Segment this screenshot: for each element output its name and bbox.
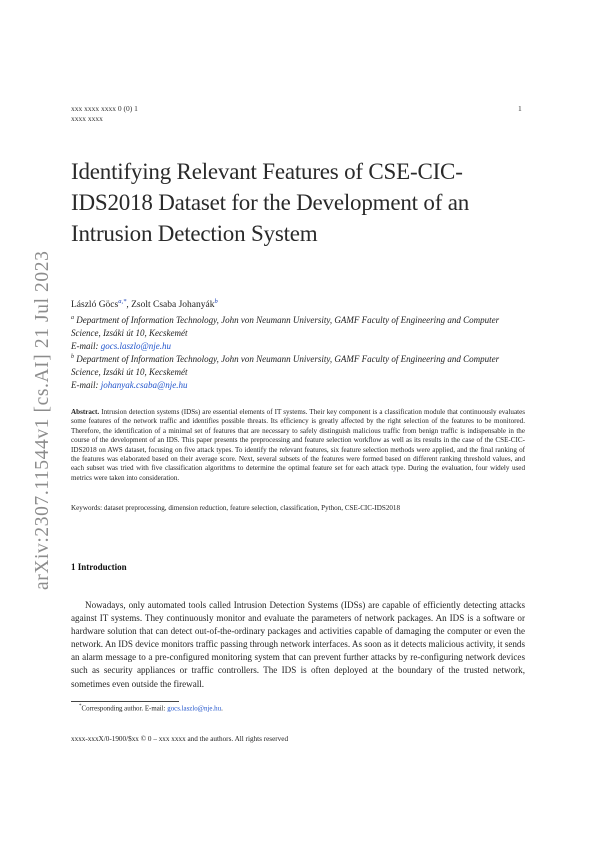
affiliation-mark: b <box>71 354 74 360</box>
affiliation-b <box>71 351 531 392</box>
arxiv-stamp[interactable]: arXiv:2307.11544v1 [cs.AI] 21 Jul 2023 <box>32 250 53 590</box>
abstract <box>71 408 525 483</box>
affiliation-text: Department of Information Technology, John von Neumann University, GAMF Faculty of Engineering and Computer Science, Izsáki út 10, Kecskemét <box>71 354 500 377</box>
footnote-mark: * <box>79 704 82 709</box>
email-link[interactable]: gocs.laszlo@nje.hu <box>100 341 172 351</box>
journal-header-line2: xxxx xxxx <box>71 114 103 123</box>
footnote-end: . <box>221 705 223 713</box>
affiliation-text: Department of Information Technology, John von Neumann University, GAMF Faculty of Engineering and Computer Science, Izsáki út 10, Kecskemét <box>71 315 500 338</box>
footnote-rule <box>71 701 179 702</box>
email-label: E-mail: <box>71 380 101 390</box>
author-affiliation-mark[interactable]: b <box>214 298 218 305</box>
page-number: 1 <box>518 104 522 113</box>
journal-header-line1: xxx xxxx xxxx 0 (0) 1 <box>71 104 138 113</box>
author-list <box>71 298 218 310</box>
author-affiliation-mark[interactable]: a,* <box>118 298 127 305</box>
affiliation-a <box>71 312 531 353</box>
abstract-text: Intrusion detection systems (IDSs) are essential elements of IT systems. Their key component is a classification module that continuously evaluates some features of the network traffic and identifies possible threats. Its efficiency is greatly affected by the right selection of the features to be monitored. Therefore, the identification of a minimal set of features that are necessary to safely distinguish malicious traffic from benign traffic is indispensable in the course of the development of an IDS. This paper presents the preprocessing and feature selection workflow as well as its results in the case of the CSE-CIC-IDS2018 on AWS dataset, focusing on five attack types. To identify the relevant features, six feature selection methods were applied, and the final ranking of the features was elaborated based on their average score. Next, several subsets of the features were formed based on different ranking threshold values, and each subset was tried with five classification algorithms to determine the optimal feature set for each attack type. During the evaluation, four widely used metrics were taken into consideration. <box>71 408 525 482</box>
author-separator: , <box>126 300 132 311</box>
footnote-email-link[interactable]: gocs.laszlo@nje.hu <box>167 705 222 713</box>
affiliation-mark: a <box>71 315 74 321</box>
section-heading: 1 Introduction <box>71 562 127 572</box>
paper-title: Identifying Relevant Features of CSE-CIC-IDS2018 Dataset for the Development of an Intrusion Detection System <box>71 159 470 246</box>
author-name: Zsolt Csaba Johanyák <box>131 300 215 311</box>
body-paragraph: Nowadays, only automated tools called Intrusion Detection Systems (IDSs) are capable of efficiently detecting attacks against IT systems. They continuously monitor and evaluate the parameters of network packages. An IDS is a software or hardware solution that can detect out-of-the-ordinary packages and activities capable of damaging the computer or even the network. An IDS device monitors traffic passing through network interfaces. As soon as it detects malicious activity, it sends an alarm message to a pre-configured monitoring system that can prevent further attacks by re-configuring network devices such as security appliances or traffic controllers. The IDS is often deployed at the boundary of the trusted network, sometimes even outside the firewall. <box>71 600 525 689</box>
keywords: Keywords: dataset preprocessing, dimension reduction, feature selection, classification, Python, CSE-CIC-IDS2018 <box>71 504 401 512</box>
copyright-line: xxxx-xxxX/0-1900/$xx © 0 – xxx xxxx and the authors. All rights reserved <box>71 735 289 743</box>
author-name: László Göcs <box>71 300 119 311</box>
footnote <box>79 704 223 712</box>
email-link[interactable]: johanyak.csaba@nje.hu <box>100 380 188 390</box>
footnote-text: Corresponding author. E-mail: <box>81 705 168 713</box>
abstract-label: Abstract. <box>71 408 100 416</box>
email-label: E-mail: <box>71 341 101 351</box>
